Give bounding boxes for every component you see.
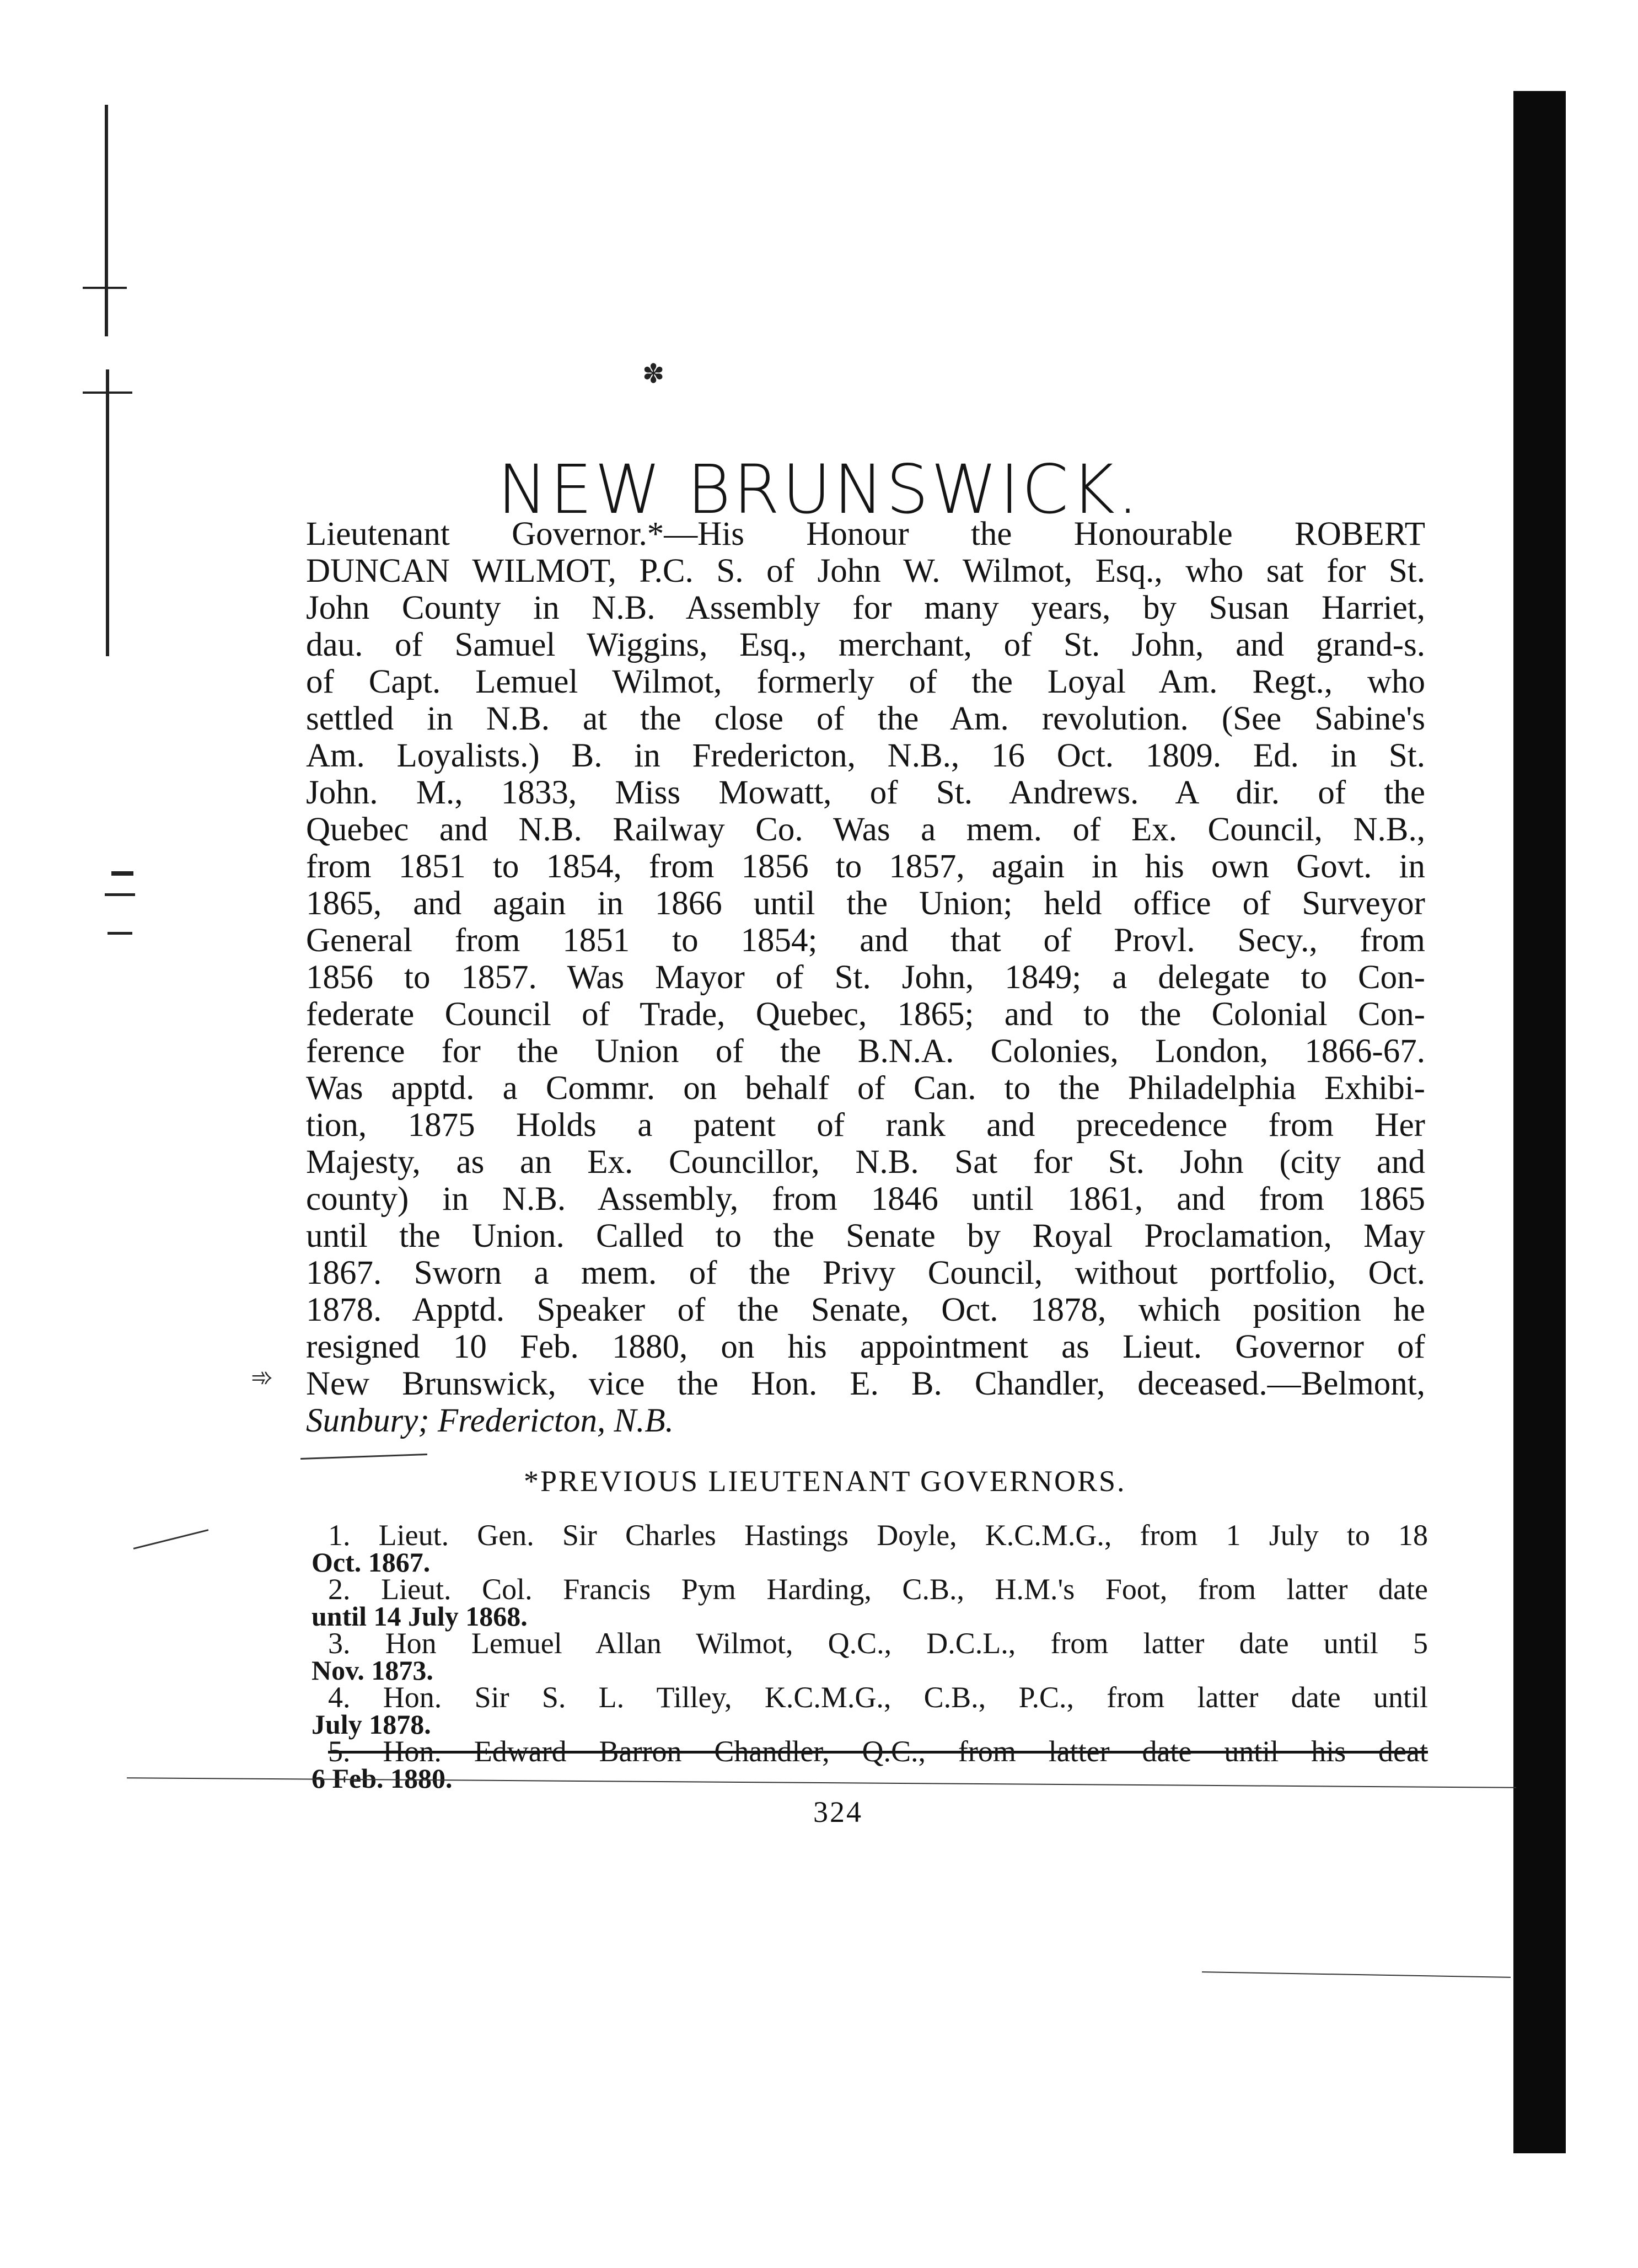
section-divider <box>300 1454 427 1460</box>
margin-stroke <box>133 1529 209 1549</box>
governor-entry: 3. Hon Lemuel Allan Wilmot, Q.C., D.C.L., from latter date until 5 <box>328 1627 1428 1660</box>
bio-line: federate Council of Trade, Quebec, 1865; and to the Colonial Con- <box>306 996 1425 1033</box>
bio-line: from 1851 to 1854, from 1856 to 1857, again in his own Govt. in <box>306 848 1425 885</box>
bio-line: of Capt. Lemuel Wilmot, formerly of the Loyal Am. Regt., who <box>306 663 1425 700</box>
bio-line: Majesty, as an Ex. Councillor, N.B. Sat for St. John (city and <box>306 1144 1425 1181</box>
bio-line: tion, 1875 Holds a patent of rank and precedence from Her <box>306 1107 1425 1144</box>
ornament-mark: ✽ <box>642 358 665 389</box>
bio-line: Am. Loyalists.) B. in Fredericton, N.B., 16 Oct. 1809. Ed. in St. <box>306 737 1425 774</box>
bio-line: Lieutenant Governor.*—His Honour the Honourable ROBERT <box>306 516 1425 553</box>
previous-governors-list <box>312 1519 1428 1794</box>
governor-entry: 4. Hon. Sir S. L. Tilley, K.C.M.G., C.B., P.C., from latter date until <box>328 1681 1428 1714</box>
governor-entry-continued: Nov. 1873. <box>312 1655 433 1686</box>
governor-entry-continued: Oct. 1867. <box>312 1547 431 1578</box>
governor-entry: 1. Lieut. Gen. Sir Charles Hastings Doyle, K.C.M.G., from 1 July to 18 <box>328 1519 1428 1552</box>
bio-line: DUNCAN WILMOT, P.C. S. of John W. Wilmot, Esq., who sat for St. <box>306 553 1425 589</box>
governor-entry: 2. Lieut. Col. Francis Pym Harding, C.B., H.M.'s Foot, from latter date <box>328 1573 1428 1606</box>
page-title: NEW BRUNSWICK. <box>497 450 1141 529</box>
governor-entry-continued: 6 Feb. 1880. <box>312 1763 453 1794</box>
bio-line: county) in N.B. Assembly, from 1846 until 1861, and from 1865 <box>306 1181 1425 1218</box>
bio-line: resigned 10 Feb. 1880, on his appointment as Lieut. Governor of <box>306 1328 1425 1365</box>
bio-line-address: Sunbury; Fredericton, N.B. <box>306 1402 674 1439</box>
governor-entry-continued: until 14 July 1868. <box>312 1601 528 1632</box>
page-number: 324 <box>813 1795 863 1829</box>
governor-entry: 5. Hon. Edward Barron Chandler, Q.C., from latter date until his deat <box>328 1735 1428 1768</box>
bio-line: New Brunswick, vice the Hon. E. B. Chandler, deceased.—Belmont, <box>306 1365 1425 1402</box>
bio-line: John. M., 1833, Miss Mowatt, of St. Andrews. A dir. of the <box>306 774 1425 811</box>
bio-line: Quebec and N.B. Railway Co. Was a mem. of Ex. Council, N.B., <box>306 811 1425 848</box>
governor-entry-continued: July 1878. <box>312 1709 431 1740</box>
bio-line: General from 1851 to 1854; and that of Provl. Secy., from <box>306 922 1425 959</box>
bio-line: Was apptd. a Commr. on behalf of Can. to the Philadelphia Exhibi- <box>306 1070 1425 1107</box>
bio-line: settled in N.B. at the close of the Am. revolution. (See Sabine's <box>306 700 1425 737</box>
scan-binding-edge <box>1513 91 1566 2153</box>
margin-arrow-mark: ➾ <box>251 1362 273 1393</box>
biography-paragraph <box>306 516 1425 1439</box>
section-heading: *PREVIOUS LIEUTENANT GOVERNORS. <box>524 1465 1126 1498</box>
bio-line: dau. of Samuel Wiggins, Esq., merchant, of St. John, and grand-s. <box>306 626 1425 663</box>
bio-line: John County in N.B. Assembly for many years, by Susan Harriet, <box>306 589 1425 626</box>
bio-line: 1878. Apptd. Speaker of the Senate, Oct. 1878, which position he <box>306 1291 1425 1328</box>
bio-line: until the Union. Called to the Senate by Royal Proclamation, May <box>306 1218 1425 1254</box>
bio-line: 1856 to 1857. Was Mayor of St. John, 1849; a delegate to Con- <box>306 959 1425 996</box>
bio-line: ference for the Union of the B.N.A. Colonies, London, 1866-67. <box>306 1033 1425 1070</box>
scan-stroke-lower <box>1202 1971 1511 1978</box>
bio-line: 1867. Sworn a mem. of the Privy Council, without portfolio, Oct. <box>306 1254 1425 1291</box>
bio-line: 1865, and again in 1866 until the Union; held office of Surveyor <box>306 885 1425 922</box>
